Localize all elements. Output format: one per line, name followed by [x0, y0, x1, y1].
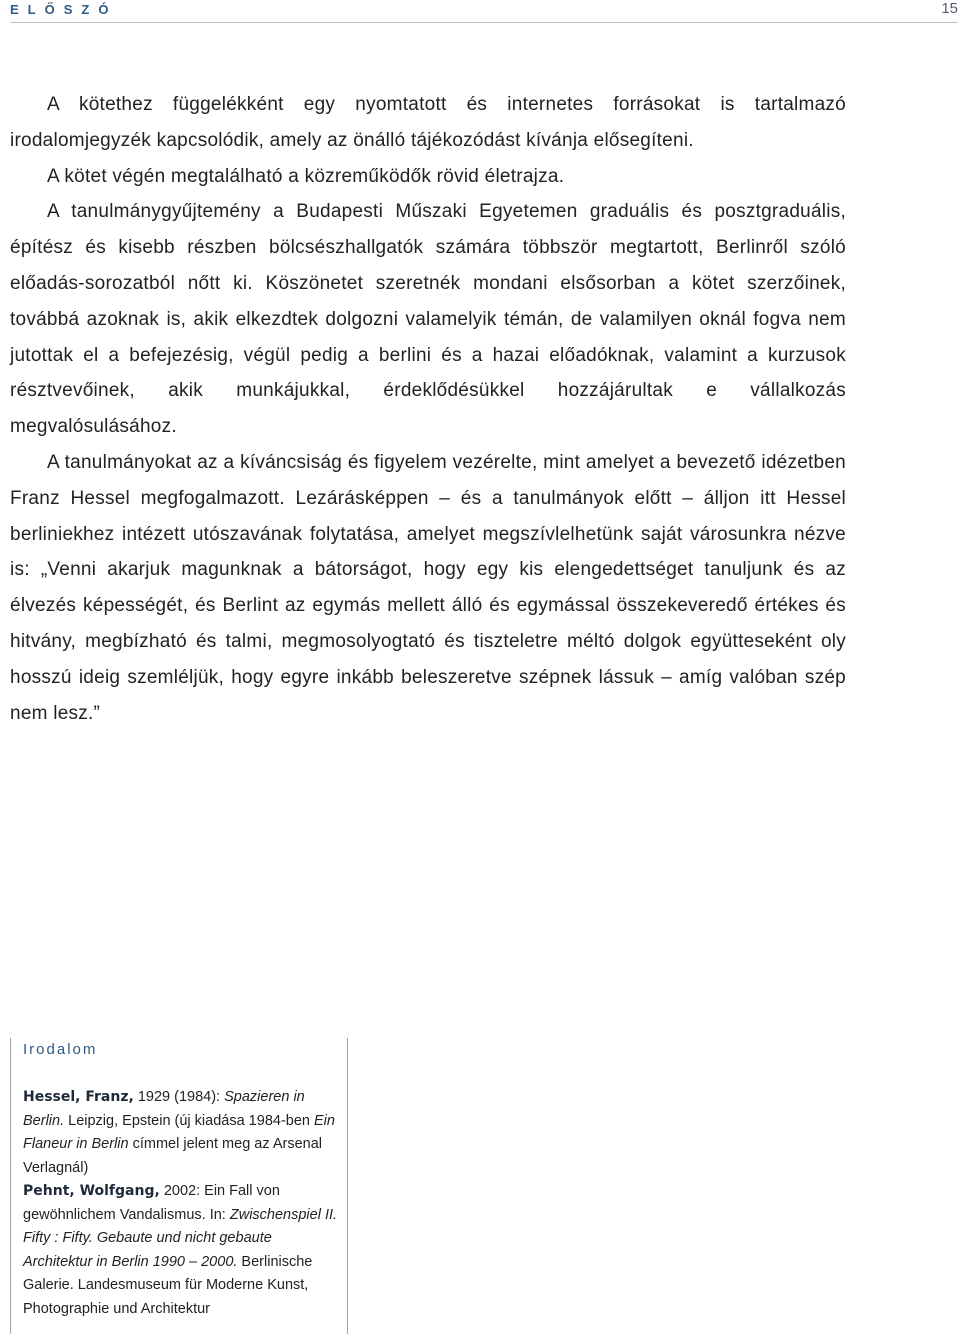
- references-box: [10, 1038, 348, 1334]
- paragraph-hessel-quote: A tanulmányokat az a kíváncsiság és figyelem vezérelte, mint amelyet a bevezető idézetben Franz Hessel megfogalmazott. Lezárásképpen – és a tanulmányok előtt – álljon itt Hessel berliniekhez intézett utószavának folytatása, amelyet megszívlelhetünk saját városunkra nézve is: „Venni akarjuk magunknak a bátorságot, hogy egy kis elengedettséget tanuljunk és az élvezés képességét, és Berlint az egymás mellett álló és egymással összekeveredő értékes és hitvány, megbízható és talmi, megmosolyogtató és tiszteletre méltó dolgok együtteseként oly hosszú ideig szemléljük, hogy egyre inkább beleszeretve szépnek lássuk – amíg valóban szép nem lesz.”: [10, 451, 852, 724]
- reference-title: Zwischenspiel II. Fifty : Fifty. Gebaute und nicht gebaute Architektur in Berlin 1990 – 2000.: [23, 1206, 338, 1270]
- paragraph-acknowledgements: A tanulmánygyűjtemény a Budapesti Műszaki Egyetemen graduális és posztgraduális, építész és kisebb részben bölcsészhallgatók számára többször megtartott, Berlinről szóló előadás-sorozatból nőtt ki. Köszönetet szeretnék mondani elsősorban a kötet szerzőinek, továbbá azoknak is, akik elkezdtek dolgozni valamelyik témán, de valamilyen oknál fogva nem jutottak el a befejezésig, végül pedig a berlini és a hazai előadóknak, valamint a kurzusok résztvevőinek, akik munkájukkal, érdeklődésükkel hozzájárultak e vállalkozás megvalósulásához.: [10, 201, 852, 438]
- reference-entry: Pehnt, Wolfgang, 2002: Ein Fall von gewöhnlichem Vandalismus. In: Zwischenspiel II. Fifty : Fifty. Gebaute und nicht gebaute Architektur in Berlin 1990 – 2000. Berlinische Galerie. Landesmuseum für Moderne Kunst, Photographie und Architektur: [23, 1183, 338, 1317]
- reference-author: Pehnt, Wolfgang,: [23, 1183, 160, 1199]
- reference-author: Hessel, Franz,: [23, 1089, 134, 1105]
- page-number: 15: [941, 0, 958, 17]
- paragraph-contributors-note: A kötet végén megtalálható a közreműködők rövid életrajza.: [47, 165, 565, 187]
- reference-title: Spazieren in Berlin.: [23, 1089, 305, 1129]
- body-text: [10, 87, 852, 731]
- section-title: ELŐSZÓ: [10, 2, 118, 17]
- reference-entry: Hessel, Franz, 1929 (1984): Spazieren in Berlin. Leipzig, Epstein (új kiadása 1984-ben Ein Flaneur in Berlin címmel jelent meg az Arsenal Verlagnál): [23, 1089, 335, 1176]
- references-list: [23, 1086, 341, 1321]
- paragraph-bibliography-note: A kötethez függelékként egy nyomtatott és internetes forrásokat is tartalmazó irodalomjegyzék kapcsolódik, amely az önálló tájékozódást kívánja elősegíteni.: [10, 94, 852, 151]
- references-heading: Irodalom: [23, 1041, 98, 1058]
- reference-title: Ein Flaneur in Berlin: [23, 1112, 335, 1152]
- page-header: [10, 0, 958, 23]
